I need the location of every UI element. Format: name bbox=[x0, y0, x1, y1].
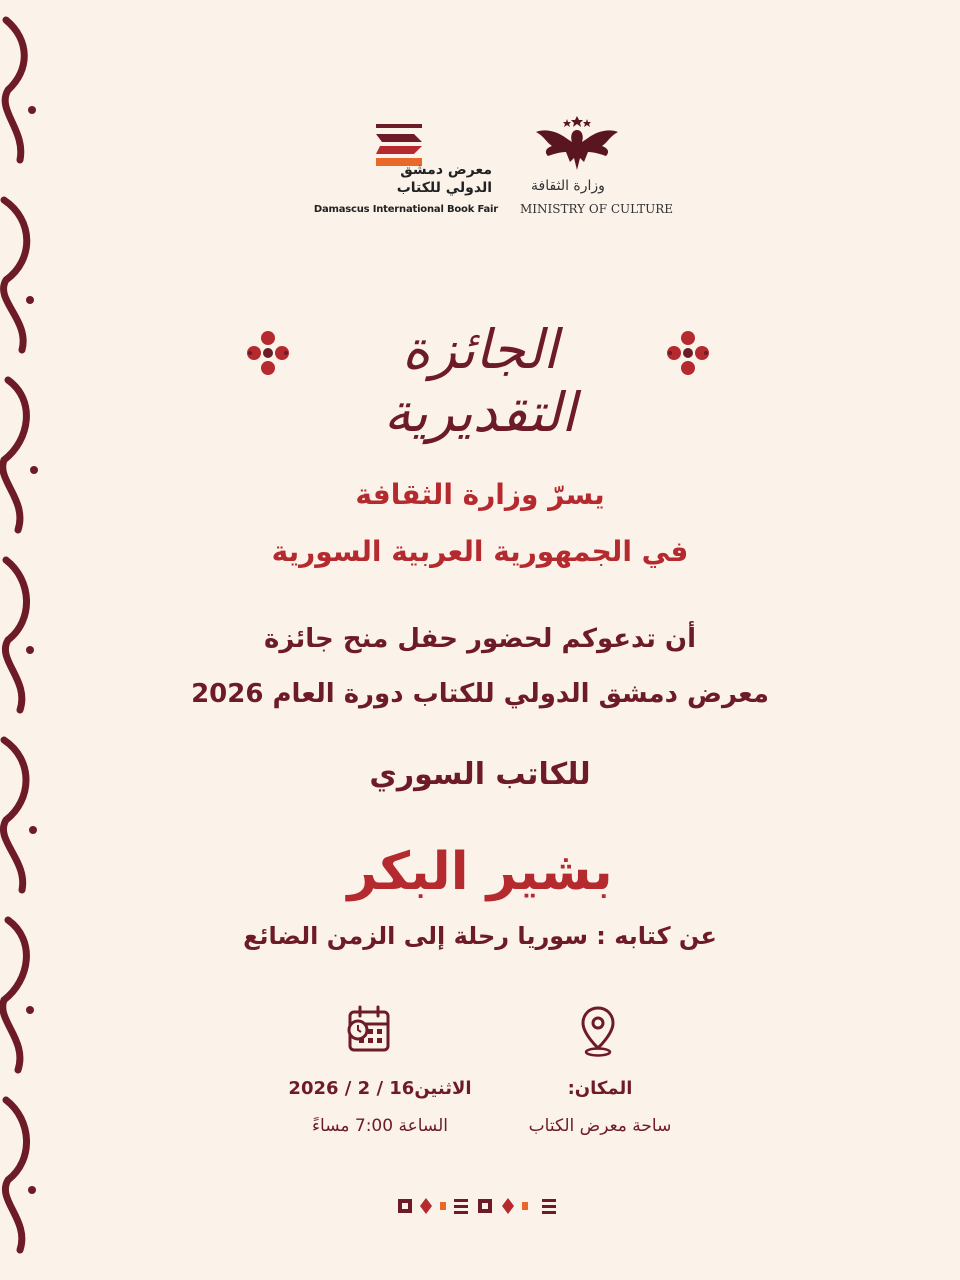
invitation-line-2: في الجمهورية العربية السورية bbox=[271, 535, 689, 568]
book-fair-name-en: Damascus International Book Fair bbox=[313, 204, 498, 215]
invitation-line-1: يسرّ وزارة الثقافة bbox=[355, 478, 605, 511]
book-title-line: عن كتابه : سوريا رحلة إلى الزمن الضائع bbox=[243, 922, 717, 950]
event-time: الساعة 7:00 مساءً bbox=[312, 1116, 448, 1136]
invitation-line-3: أن تدعوكم لحضور حفل منح جائزة bbox=[264, 624, 696, 654]
honoree-name: بشير البكر bbox=[347, 842, 613, 902]
invitation-line-5: للكاتب السوري bbox=[369, 757, 591, 792]
fleur-ornament-icon bbox=[246, 328, 290, 378]
book-fair-name-ar-line2: الدولي للكتاب bbox=[396, 180, 492, 196]
place-value: ساحة معرض الكتاب bbox=[528, 1116, 672, 1136]
award-title: الجائزة التقديرية bbox=[383, 318, 577, 444]
eagle-emblem-icon bbox=[532, 114, 622, 176]
fleur-ornament-icon bbox=[666, 328, 710, 378]
book-fair-mark-icon bbox=[374, 120, 424, 168]
book-fair-name-ar-line1: معرض دمشق bbox=[400, 162, 492, 178]
ministry-name-ar: وزارة الثقافة bbox=[531, 178, 605, 194]
footer-pattern-ornament bbox=[396, 1196, 566, 1218]
location-pin-icon bbox=[580, 1006, 616, 1058]
calendar-icon bbox=[346, 1004, 394, 1054]
ministry-name-en: MINISTRY OF CULTURE bbox=[520, 202, 674, 216]
event-date: الاثنين16 / 2 / 2026 bbox=[288, 1078, 472, 1099]
invitation-line-4: معرض دمشق الدولي للكتاب دورة العام 2026 bbox=[191, 679, 769, 709]
place-label: المكان: bbox=[567, 1078, 633, 1099]
logos-row bbox=[0, 112, 960, 232]
